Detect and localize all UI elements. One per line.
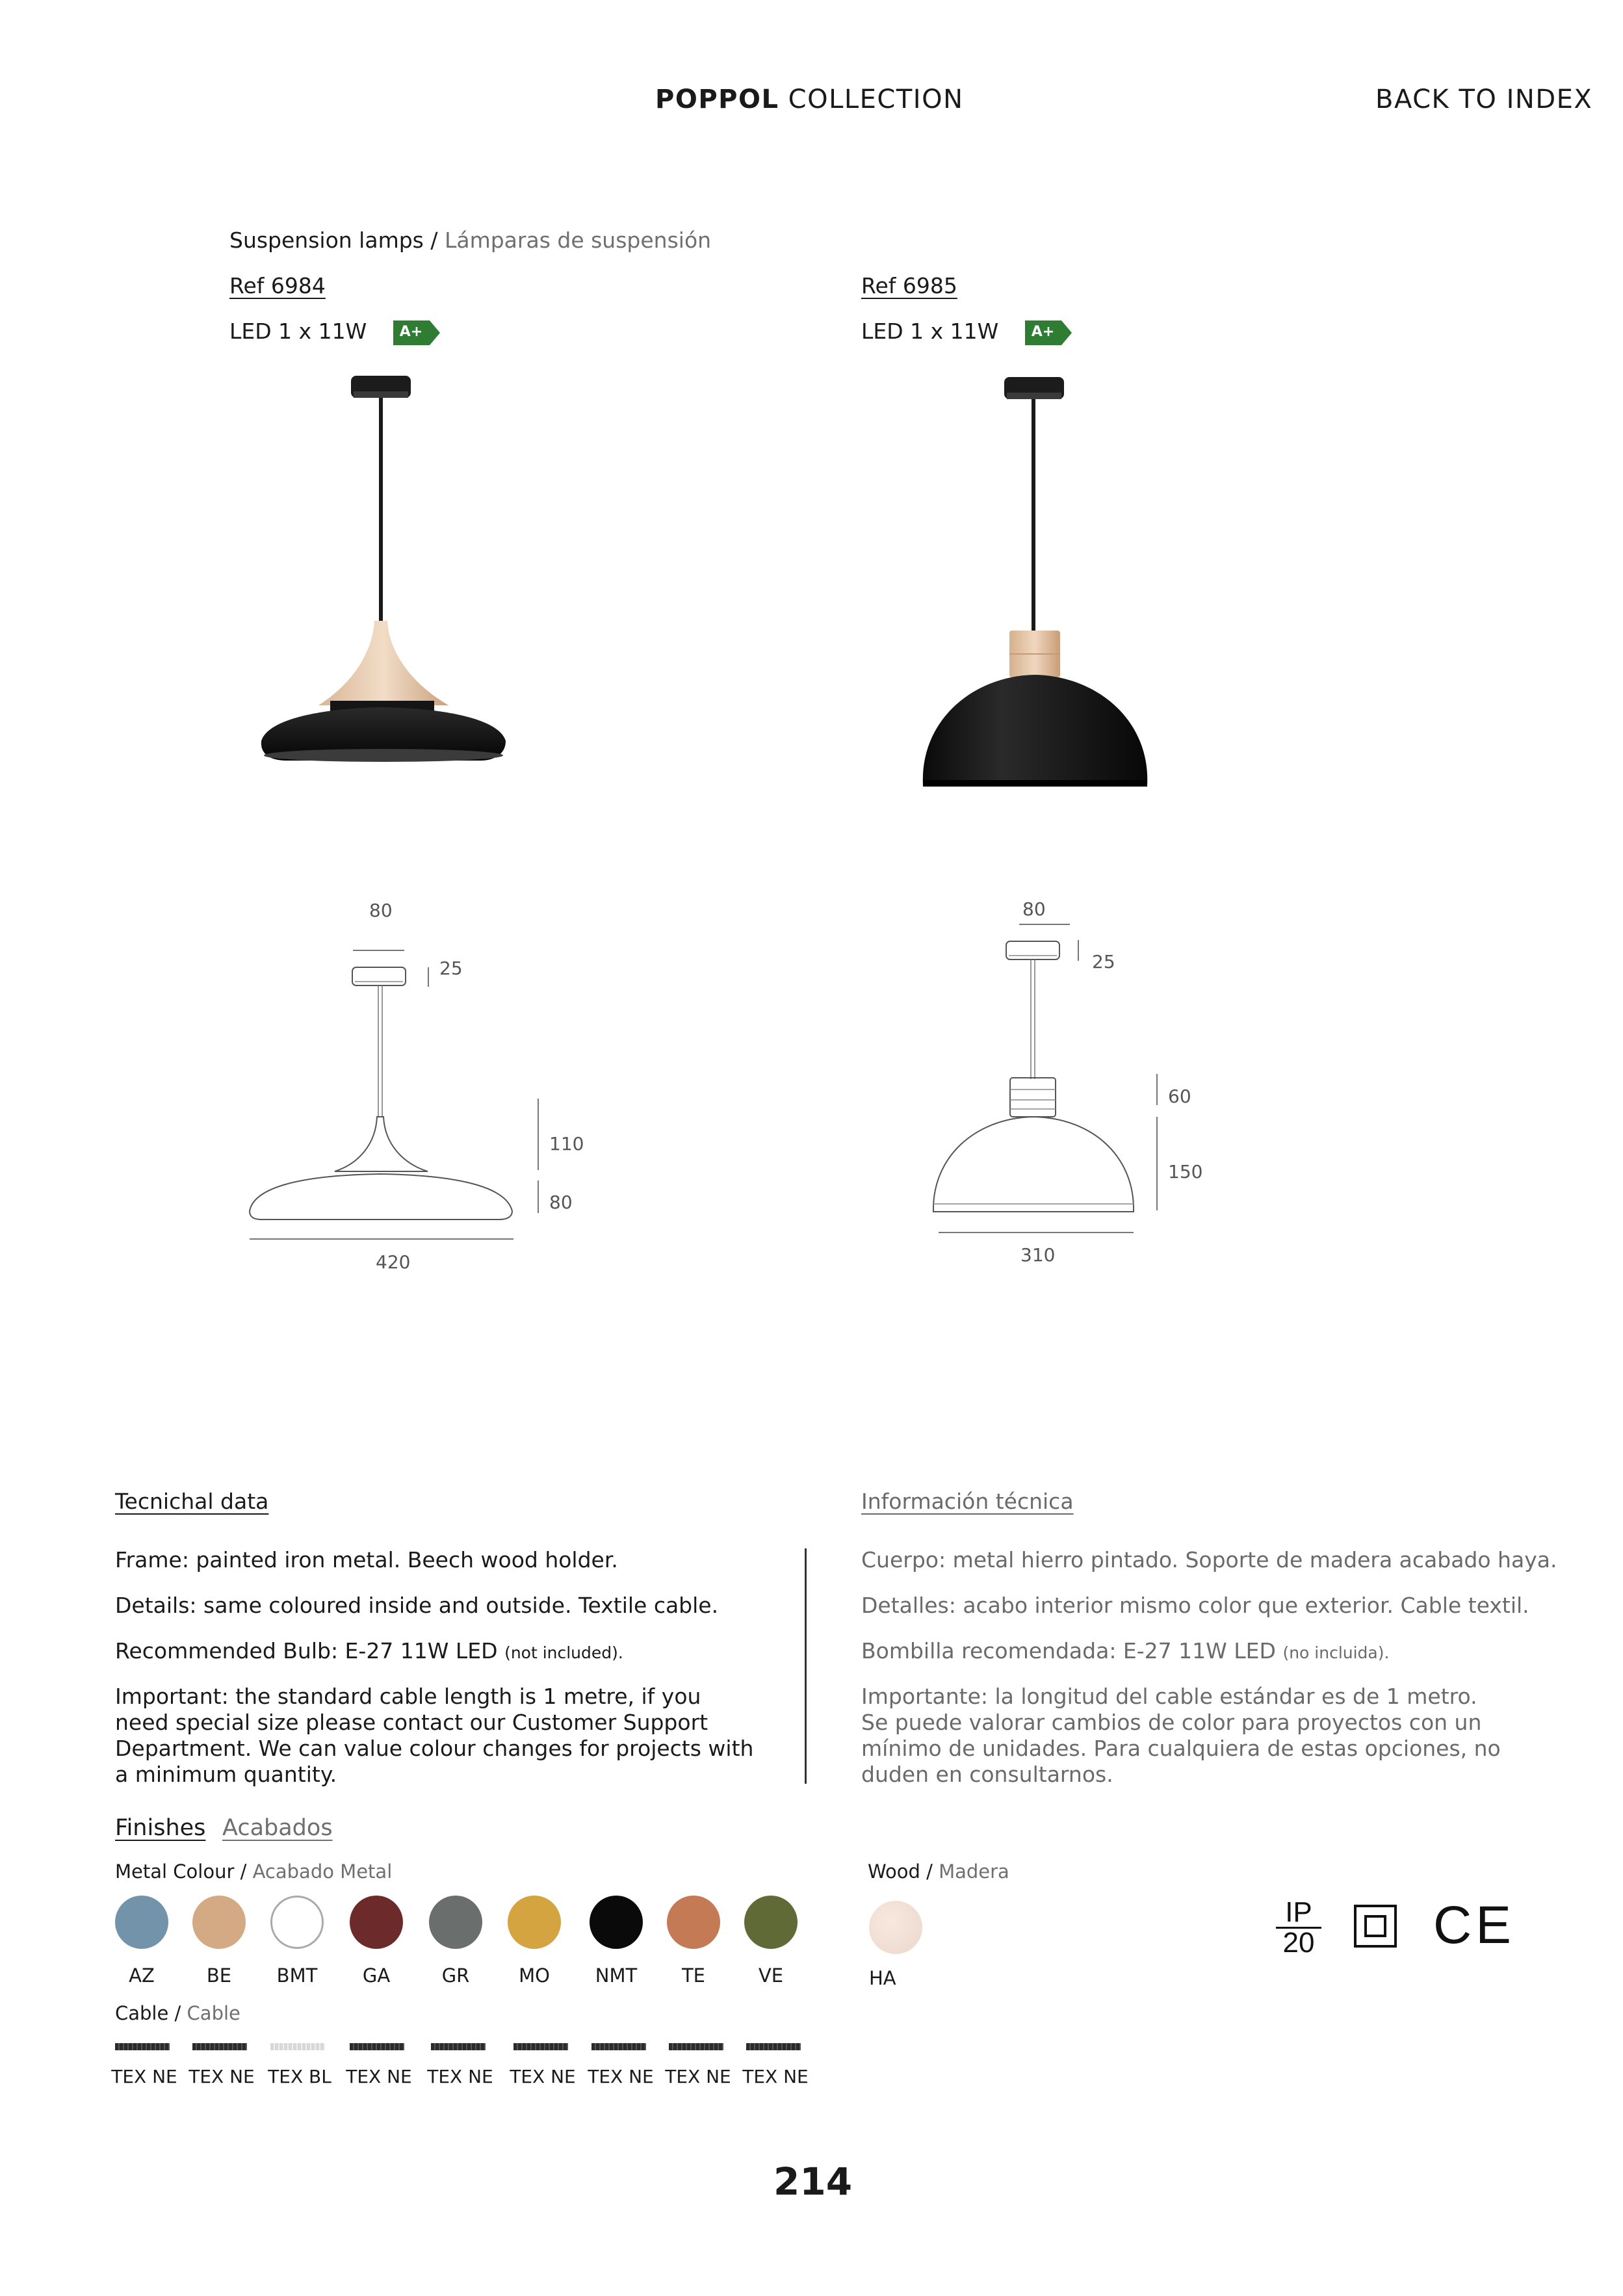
dim-canopy-height-1: 25	[439, 958, 463, 979]
product-led-1-text: LED 1 x 11W	[229, 319, 367, 344]
cable-label-es: Cable	[187, 2002, 240, 2024]
metal-swatch-te[interactable]	[667, 1896, 720, 1949]
cable-label-en: Cable	[115, 2002, 169, 2024]
ce-mark-icon: CE	[1433, 1896, 1515, 1955]
dim-holder-height-2: 60	[1168, 1086, 1191, 1107]
wood-swatch-code: HA	[869, 1967, 896, 1989]
section-title	[229, 228, 711, 253]
cable-label-sep: /	[174, 2002, 181, 2024]
product-led-1	[229, 319, 440, 345]
metal-swatch-code: BMT	[276, 1964, 318, 1987]
metal-swatch-code: AZ	[129, 1964, 155, 1987]
tech-important-es-line: mínimo de unidades. Para cualquiera de estas opciones, no	[861, 1736, 1501, 1761]
collection-word: COLLECTION	[788, 85, 964, 114]
cable-sample[interactable]	[591, 2043, 646, 2050]
metal-swatch-be[interactable]	[192, 1896, 246, 1949]
dim-shade-width-2: 310	[1020, 1244, 1056, 1266]
dim-canopy-width-1: 80	[369, 900, 393, 921]
cable-sample[interactable]	[746, 2043, 801, 2050]
metal-swatch-az[interactable]	[115, 1896, 168, 1949]
tab-acabados[interactable]: Acabados	[222, 1815, 333, 1841]
tech-heading-es: Información técnica	[861, 1489, 1074, 1514]
energy-class-badge	[393, 320, 440, 345]
tech-important-en-line: Important: the standard cable length is 1 metre, if you	[115, 1684, 701, 1709]
cable-sample[interactable]	[431, 2043, 486, 2050]
ip-rating-icon	[1276, 1898, 1321, 1957]
cable-code: TEX NE	[427, 2066, 493, 2087]
metal-swatch-code: NMT	[595, 1964, 638, 1987]
tech-important-en-line: a minimum quantity.	[115, 1762, 337, 1787]
column-divider	[805, 1548, 807, 1784]
technical-drawing-6984	[240, 936, 578, 1281]
tech-important-es	[861, 1684, 1501, 1788]
metal-swatch-ve[interactable]	[744, 1896, 798, 1949]
ip-rating-bottom: 20	[1282, 1927, 1315, 1959]
metal-swatch-bmt[interactable]	[270, 1896, 324, 1949]
ip-rating-top: IP	[1276, 1898, 1321, 1929]
tech-important-en-line: need special size please contact our Customer Support	[115, 1710, 708, 1735]
lamp-photo-6984	[221, 371, 546, 774]
cable-code: TEX NE	[188, 2066, 255, 2087]
dim-shade-width-1: 420	[376, 1251, 411, 1273]
dim-shade-height-1: 80	[549, 1192, 573, 1213]
tech-bulb-en-text: Recommended Bulb: E-27 11W LED	[115, 1638, 498, 1663]
metal-swatch-code: GR	[441, 1964, 470, 1987]
tech-important-es-line: duden en consultarnos.	[861, 1762, 1113, 1787]
tech-details-es: Detalles: acabo interior mismo color que exterior. Cable textil.	[861, 1593, 1529, 1618]
metal-swatch-code: MO	[519, 1964, 550, 1987]
metal-swatch-mo[interactable]	[508, 1896, 561, 1949]
metal-swatch-code: VE	[758, 1964, 784, 1987]
cable-sample[interactable]	[270, 2043, 325, 2050]
section-separator: /	[430, 228, 438, 253]
section-title-es: Lámparas de suspensión	[444, 228, 712, 253]
tab-finishes[interactable]: Finishes	[115, 1815, 206, 1841]
cable-code: TEX NE	[510, 2066, 576, 2087]
product-ref-1[interactable]: Ref 6984	[229, 273, 326, 298]
tech-important-en-line: Department. We can value colour changes for projects with	[115, 1736, 754, 1761]
metal-swatch-code: GA	[362, 1964, 391, 1987]
wood-label-sep: /	[926, 1860, 933, 1883]
metal-swatch-nmt[interactable]	[590, 1896, 643, 1949]
tech-important-es-line: Se puede valorar cambios de color para proyectos con un	[861, 1710, 1482, 1735]
cable-code: TEX NE	[665, 2066, 731, 2087]
wood-label-es: Madera	[939, 1860, 1009, 1883]
collection-name: POPPOL	[655, 85, 779, 114]
metal-swatch-ga[interactable]	[350, 1896, 403, 1949]
product-ref-2[interactable]: Ref 6985	[861, 273, 957, 298]
cable-sample[interactable]	[192, 2043, 247, 2050]
tech-bulb-en-note: (not included).	[504, 1643, 623, 1662]
tech-bulb-es	[861, 1638, 1389, 1666]
dim-canopy-height-2: 25	[1092, 951, 1115, 972]
tech-heading-en: Tecnichal data	[115, 1489, 269, 1514]
metal-colour-label	[115, 1860, 392, 1883]
metal-swatch-code: BE	[206, 1964, 232, 1987]
tech-details-en: Details: same coloured inside and outside. Textile cable.	[115, 1593, 719, 1618]
metal-swatch-code: TE	[681, 1964, 706, 1987]
tech-important-en	[115, 1684, 753, 1788]
metal-colour-label-es: Acabado Metal	[252, 1860, 393, 1883]
cable-code: TEX NE	[742, 2066, 809, 2087]
tech-bulb-es-text: Bombilla recomendada: E-27 11W LED	[861, 1638, 1276, 1663]
tech-bulb-es-note: (no incluida).	[1282, 1643, 1390, 1662]
collection-title	[655, 85, 964, 114]
cable-sample[interactable]	[115, 2043, 170, 2050]
dim-shade-height-2: 150	[1168, 1161, 1203, 1182]
tech-important-es-line: Importante: la longitud del cable estándar es de 1 metro.	[861, 1684, 1477, 1709]
cable-code: TEX NE	[346, 2066, 412, 2087]
energy-class-label: A+	[1031, 323, 1055, 340]
cable-code: TEX NE	[588, 2066, 654, 2087]
cable-label	[115, 2002, 240, 2024]
dim-canopy-width-2: 80	[1022, 898, 1046, 920]
dim-holder-height-1: 110	[549, 1133, 584, 1155]
metal-colour-label-en: Metal Colour	[115, 1860, 235, 1883]
tech-frame-en: Frame: painted iron metal. Beech wood holder.	[115, 1547, 618, 1572]
tech-bulb-en	[115, 1638, 623, 1666]
cable-sample[interactable]	[669, 2043, 723, 2050]
wood-swatch-ha[interactable]	[869, 1901, 922, 1954]
cable-code: TEX NE	[111, 2066, 177, 2087]
metal-swatch-gr[interactable]	[429, 1896, 482, 1949]
metal-colour-label-sep: /	[240, 1860, 247, 1883]
wood-label-en: Wood	[868, 1860, 920, 1883]
wood-label	[868, 1860, 1009, 1883]
tech-frame-es: Cuerpo: metal hierro pintado. Soporte de madera acabado haya.	[861, 1547, 1557, 1572]
energy-class-label: A+	[399, 323, 423, 340]
page-number: 214	[773, 2159, 853, 2204]
cable-sample[interactable]	[513, 2043, 568, 2050]
section-title-en: Suspension lamps	[229, 228, 424, 253]
energy-class-badge	[1025, 320, 1072, 345]
back-to-index-link[interactable]: BACK TO INDEX	[1375, 85, 1593, 114]
product-led-2	[861, 319, 1072, 345]
cable-code: TEX BL	[268, 2066, 331, 2087]
cable-sample[interactable]	[350, 2043, 404, 2050]
lamp-photo-6985	[900, 371, 1173, 800]
product-led-2-text: LED 1 x 11W	[861, 319, 999, 344]
double-insulation-icon	[1354, 1905, 1397, 1948]
